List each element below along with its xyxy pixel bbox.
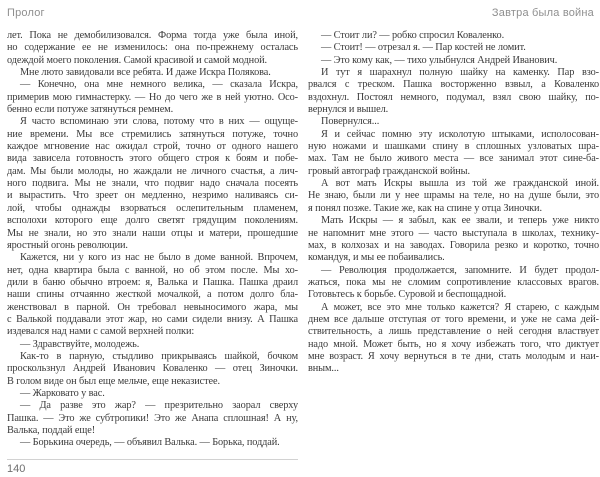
text-line: примерив мою гимнастерку. — Но до чего же в ней уютно. Осо- — [7, 91, 298, 103]
text-columns — [7, 30, 599, 454]
page-number: 140 — [7, 463, 26, 475]
text-line: каждое мгновение нас ожидал строй, точно от одного нашего — [7, 141, 298, 153]
text-line: с Валькой поддавали этот жар, но сами сидели внизу. А Пашка — [7, 313, 298, 325]
text-line: лой, чтобы однажды взорваться ослепительным пламенем, — [7, 202, 298, 214]
text-line: Готовьтесь к борьбе. Суровой и беспощадной. — [308, 289, 507, 301]
text-line: — Стоит ли? — робко спросил Коваленко. — [321, 30, 505, 41]
text-line: командуя, и мы ее побаивались. — [308, 252, 445, 264]
text-line: Мы не знали, но это знали наши отцы и матери, прошедшие — [7, 227, 298, 239]
text-line: Повернулся... — [321, 116, 380, 128]
running-head — [7, 7, 594, 19]
text-line: не напомнит мне этого — часто выступала в школах, технику- — [308, 227, 599, 239]
text-line: — Да разве это жар? — презрительно заорал сверху — [20, 400, 298, 412]
text-line: А может, все это мне только кажется? Я старею, с каждым — [321, 301, 599, 313]
running-head-chapter: Пролог — [7, 7, 45, 19]
text-line: вздохнул. Постоял немного, подумал, взял свою шайку, по- — [308, 91, 599, 103]
text-line: наши спины отчаянно жесткой мочалкой, а потом долго бла- — [7, 289, 298, 301]
running-head-book-title: Завтра была война — [491, 7, 594, 19]
text-line: Валька, поддай еще! — [7, 425, 96, 436]
text-line: — Революция продолжается, запомните. И будет продол- — [321, 264, 599, 276]
text-line: женствовал в парной. Он требовал невыносимого жара, мы — [7, 301, 298, 313]
text-line: бенно если потуже затянуться ремнем. — [7, 104, 174, 116]
text-line: ствительность, а лишь представление о ней сегодня властвует — [308, 326, 599, 338]
text-column-right — [308, 30, 599, 454]
page-footer — [7, 459, 298, 475]
text-line: ную ножами и шашками спину в сплошных узловатых шра- — [308, 141, 599, 153]
text-line: Кажется, ни у кого из нас не было в доме ванной. Впрочем, — [20, 252, 298, 264]
text-line: мне возраст. Я хочу вернуться в те дни, стать молодым и наи- — [308, 350, 599, 362]
text-line: яростный огонь революции. — [7, 239, 128, 251]
text-line: Пашка. — Это же субтропики! Это же Анапа сплошная! А ну, — [7, 412, 298, 424]
text-line: ного подвига. Мы не знали, что подвиг надо сначала посеять — [7, 178, 298, 190]
text-column-left — [7, 30, 298, 454]
footer-divider — [7, 459, 298, 460]
text-line: И тут я шарахнул полную шайку на каменку. Пар взо- — [321, 67, 599, 79]
text-line: надо мной. Может быть, но я хочу избежать того, что диктует — [308, 338, 599, 350]
text-line: рвался с треском. Пашка восторженно взвыл, а Коваленко — [308, 79, 599, 91]
text-line: вида зависела готовность этого общего строя к боям и побе- — [7, 153, 298, 165]
text-line: ние времени. Мы все стремились затянуться потуже, точно — [7, 128, 298, 140]
text-line: — Здравствуйте, молодежь. — [20, 338, 140, 350]
text-line: мах, в колхозах и на заводах. Говорила резко и коротко, точно — [308, 239, 599, 251]
text-line: одеждой моего поколения. Самой красивой и самой модной. — [7, 54, 268, 66]
text-line: Мать Искры — я забыл, как ее звали, и теперь уже никто — [321, 215, 599, 227]
text-line: Мне люто завидовали все ребята. И даже Искра Полякова. — [20, 67, 271, 79]
text-line: жаться, пока мы не сломим сопротивление классовых врагов. — [308, 276, 599, 288]
text-line: — Стоит! — отрезал я. — Пар костей не ломит. — [321, 42, 526, 54]
text-line: Я и сейчас помню эту исколотую штыками, исполосован- — [321, 128, 599, 140]
text-line: — Борькина очередь, — объявил Валька. — Борька, поддай. — [20, 437, 280, 449]
text-line: — Это кому как, — тихо улыбнулся Андрей Иванович. — [321, 54, 558, 66]
text-line: проскользнул Андрей Иванович Коваленко — отец Зиночки. — [7, 363, 298, 375]
text-line: и вырастить. Что зреет он медленно, незримо наливаясь си- — [7, 190, 298, 202]
text-line: лет. Пока не демобилизовался. Форма тогда уже была иной, — [7, 30, 298, 41]
text-line: Не знаю, были ли у нее шрамы на теле, но на душе были, это — [308, 190, 599, 202]
text-line: гровый автограф гражданской войны. — [308, 165, 470, 177]
text-line: но содержание ее не изменилось: она по-прежнему осталась — [7, 42, 298, 54]
text-line: А вот мать Искры вышла из той же гражданской иной. — [321, 178, 599, 190]
text-line: В голом виде он был еще мельче, еще неказистее. — [7, 375, 220, 387]
text-line: дили в баню обычно втроем: я, Валька и Пашка. Пашка драил — [7, 276, 298, 288]
text-line: издевался над нами с самой верхней полки: — [7, 326, 195, 338]
text-line: — Конечно, она мне немного велика, — сказала Искра, — [20, 79, 298, 91]
text-line: дам. Мы были молоды, но жаждали не личного счастья, а лич- — [7, 165, 298, 177]
text-line: днем все дальше отступая от того времени, и уже не сама дей- — [308, 313, 599, 325]
text-line: я понял позже. Такие же, как на спине у отца Зиночки. — [308, 202, 542, 214]
text-line: Я часто вспоминаю эти слова, потому что в них — ощуще- — [20, 116, 298, 128]
text-line: Как-то в парную, стыдливо прикрываясь шайкой, бочком — [20, 350, 298, 362]
text-line: вным... — [308, 363, 339, 375]
text-line: мах. Там не было живого места — все занимал этот сине-ба- — [308, 153, 599, 165]
text-line: — Жарковато у вас. — [20, 387, 105, 399]
text-line: всполохи которого еще долго светят грядущим поколениям. — [7, 215, 298, 227]
text-line: вернулся и вышел. — [308, 104, 389, 116]
text-line: нет, одна квартира была с ванной, но об этом после. Мы хо- — [7, 264, 298, 276]
